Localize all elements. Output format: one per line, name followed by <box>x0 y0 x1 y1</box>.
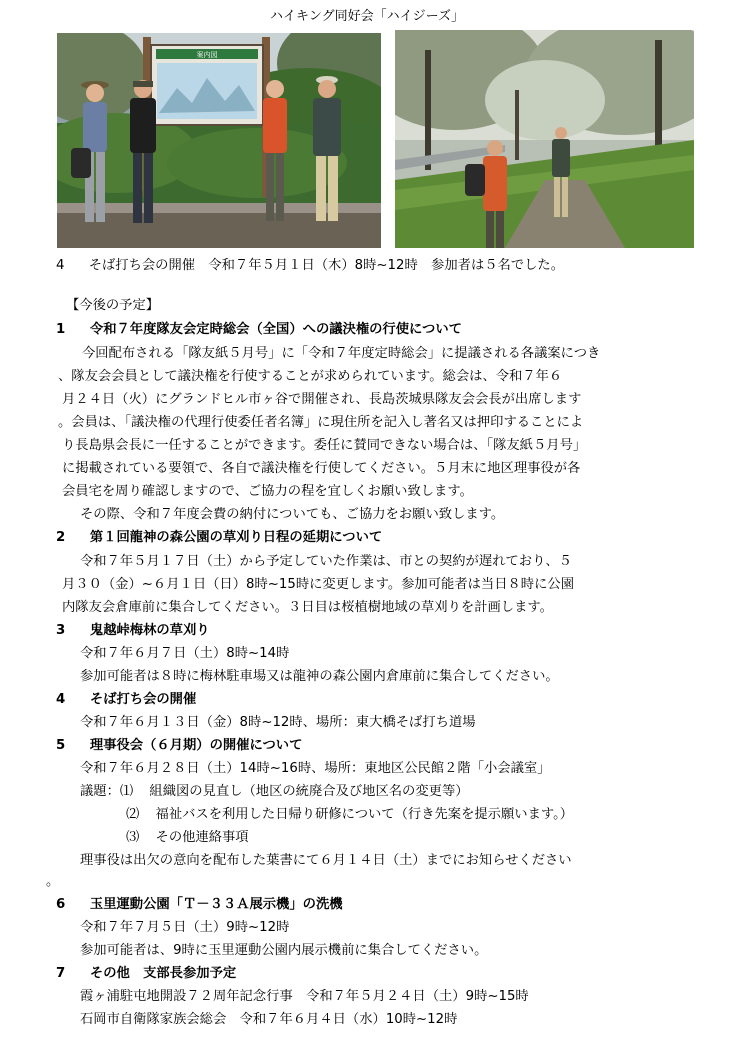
section-5-agenda-1 <box>80 783 469 801</box>
section-5-heading <box>56 737 302 755</box>
section-1-line: 今回配布される「隊友紙５月号」に「令和７年度定時総会」に提議される各議案につき <box>82 346 601 361</box>
section-6-line: 令和７年７月５日（土）9時~12時 <box>80 920 290 935</box>
section-7-number: 7 <box>56 966 66 981</box>
section-1-number: 1 <box>56 322 66 337</box>
section-5-note: 理事役は出欠の意向を配布した葉書にて６月１４日（土）までにお知らせください <box>80 853 572 868</box>
section-5-note-end: 。 <box>46 874 60 889</box>
section-1-line: り長島県会長に一任することができます。委任に賛同できない場合は、「隊友紙５月号」 <box>62 438 587 453</box>
section-5-number: 5 <box>56 738 66 753</box>
section-1-heading <box>56 321 462 339</box>
section-6-heading <box>56 896 343 914</box>
schedule-heading: 【今後の予定】 <box>66 298 160 313</box>
agenda-3-number: ⑶ <box>126 830 140 845</box>
hiking-club-caption: ハイキング同好会「ハイジーズ」 <box>270 9 464 24</box>
agenda-2-number: ⑵ <box>126 807 140 822</box>
section-4-title: そば打ち会の開催 <box>89 692 197 707</box>
section-6-title: 玉里運動公園「Ｔ－３３Ａ展示機」の洗機 <box>89 897 343 912</box>
section-1-line: に掲載されている要領で、各自で議決権を行使してください。５月末に地区理事役が各 <box>62 461 581 476</box>
section-4-line: 令和７年６月１３日（金）8時~12時、場所：東大橋そば打ち道場 <box>80 715 476 730</box>
agenda-2-text: 福祉バスを利用した日帰り研修について（行き先案を提示願います。） <box>155 807 574 822</box>
section-1-line: 会員宅を周り確認しますので、ご協力の程を宜しくお願い致します。 <box>62 484 473 499</box>
sign-title: 案内図 <box>196 51 218 59</box>
section-7-line: 石岡市自衛隊家族会総会 令和７年６月４日（水）10時~12時 <box>80 1012 458 1027</box>
section-3-number: 3 <box>56 623 66 638</box>
photo-hikers-on-trail <box>395 30 694 248</box>
section-4-heading <box>56 691 196 709</box>
report-item-4-number: 4 <box>56 258 65 273</box>
section-5-date: 令和７年６月２８日（土）14時~16時、場所：東地区公民館２階「小会議室」 <box>80 761 551 776</box>
section-1-line: その際、令和７年度会費の納付についても、ご協力をお願い致します。 <box>80 507 505 522</box>
section-2-line: 令和７年５月１７日（土）から予定していた作業は、市との契約が遅れており、５ <box>80 554 572 569</box>
section-2-title: 第１回龍神の森公園の草刈り日程の延期について <box>89 530 383 545</box>
section-4-number: 4 <box>56 692 66 707</box>
section-7-heading <box>56 965 236 983</box>
section-5-agenda-3 <box>126 829 249 847</box>
section-1-line: 、隊友会会員として議決権を行使することが求められています。総会は、令和７年６ <box>58 369 563 384</box>
section-5-title: 理事役会（６月期）の開催について <box>89 738 303 753</box>
agenda-label: 議題：⑴ <box>80 784 134 799</box>
report-item-4-text: そば打ち会の開催 令和７年５月１日（木）8時~12時 参加者は５名でした。 <box>88 258 565 273</box>
section-7-title: その他 支部長参加予定 <box>89 966 237 981</box>
section-3-line: 令和７年６月７日（土）8時~14時 <box>80 646 290 661</box>
report-item-4 <box>56 257 564 275</box>
section-3-heading <box>56 622 210 640</box>
section-2-line: 月３０（金）~６月１日（日）8時~15時に変更します。参加可能者は当日８時に公園 <box>62 577 574 592</box>
section-6-number: 6 <box>56 897 66 912</box>
agenda-1-text: 組織図の見直し（地区の統廃合及び地区名の変更等） <box>149 784 469 799</box>
section-1-line: 。会員は、「議決権の代理行使委任者名簿」に現住所を記入し著名又は押印することによ <box>58 415 584 430</box>
section-7-line: 霞ヶ浦駐屯地開設７２周年記念行事 令和７年５月２４日（土）9時~15時 <box>80 989 529 1004</box>
section-1-title: 令和７年度隊友会定時総会（全国）への議決権の行使について <box>89 322 462 337</box>
photo-hikers-at-sign <box>57 33 381 248</box>
section-5-agenda-2 <box>126 806 573 824</box>
section-2-heading <box>56 529 382 547</box>
section-3-line: 参加可能者は８時に梅林駐車場又は龍神の森公園内倉庫前に集合してください。 <box>80 669 559 684</box>
section-2-number: 2 <box>56 530 66 545</box>
section-2-line: 内隊友会倉庫前に集合してください。３日目は桜植樹地域の草刈りを計画します。 <box>62 600 553 615</box>
agenda-3-text: その他連絡事項 <box>155 830 249 845</box>
section-1-line: 月２４日（火）にグランドヒル市ヶ谷で開催され、長島茨城県隊友会会長が出席します <box>62 392 582 407</box>
section-3-title: 鬼越峠梅林の草刈り <box>89 623 210 638</box>
section-6-line: 参加可能者は、9時に玉里運動公園内展示機前に集合してください。 <box>80 943 488 958</box>
